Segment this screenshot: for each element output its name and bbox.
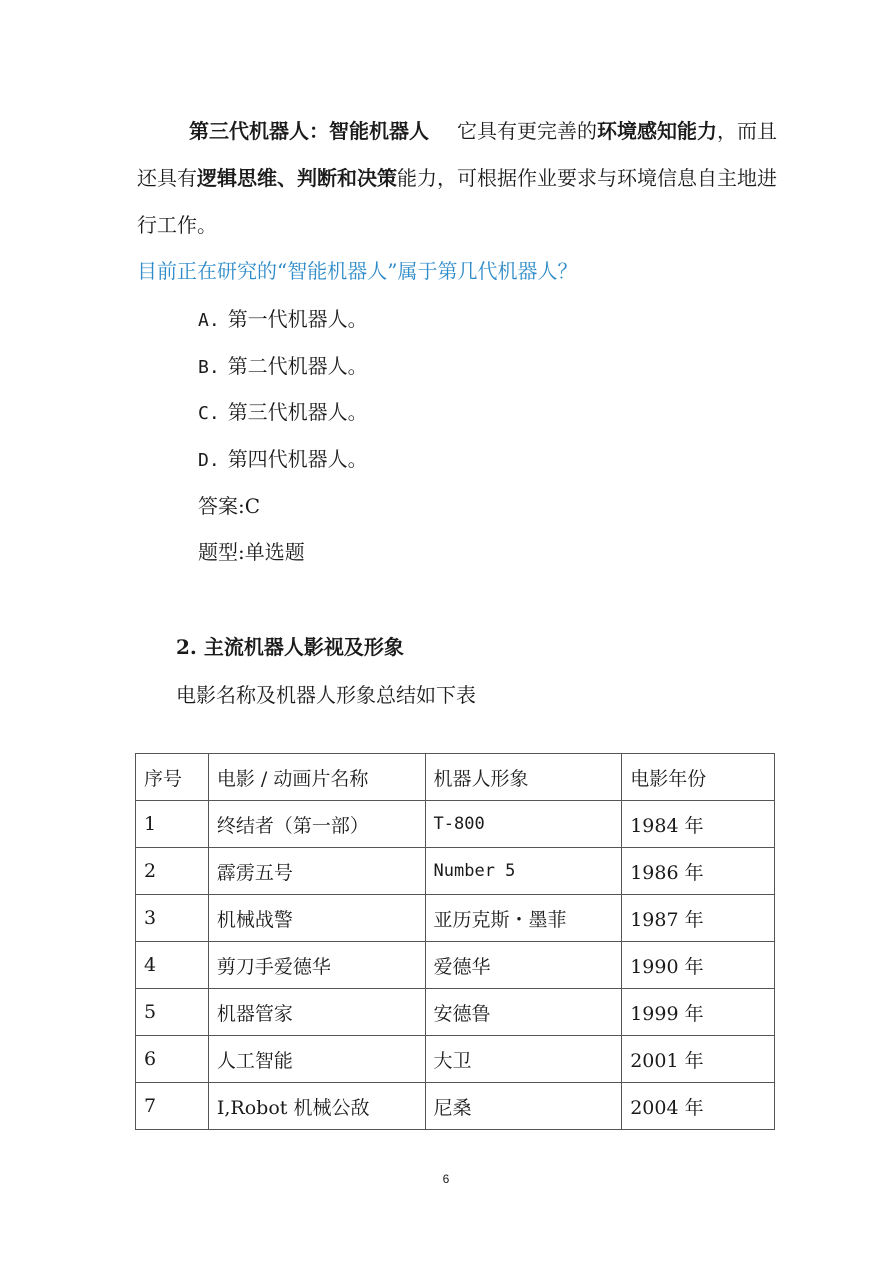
table-row [136,801,775,848]
question-text: 目前正在研究的“智能机器人”属于第几代机器人？ [137,259,578,283]
table-header-row [136,754,775,801]
cell-year: 1990 年 [622,942,775,989]
cell-index: 5 [136,989,209,1036]
option-c [198,394,368,432]
option-text: 第四代机器人。 [227,447,368,471]
paragraph-bold-1: 环境感知能力 [597,119,717,143]
header-robot: 机器人形象 [425,754,622,801]
paragraph-bold-2: 逻辑思维、判断和决策 [197,166,397,190]
paragraph-text-3: 能力，可根据作业要求与环境信息自主地进行工作。 [137,166,777,237]
option-letter: D. [198,450,220,471]
option-text: 第二代机器人。 [227,354,368,378]
cell-year: 1987 年 [622,895,775,942]
cell-index: 4 [136,942,209,989]
paragraph-text-2: ，而且还具有 [137,119,777,190]
section-title: 2. 主流机器人影视及形象 [176,635,404,659]
cell-film: 剪刀手爱德华 [208,942,425,989]
cell-film: 终结者（第一部） [208,801,425,848]
option-b [198,348,368,386]
option-text: 第一代机器人。 [227,307,368,331]
table-row [136,1083,775,1130]
header-year: 电影年份 [622,754,775,801]
table-row [136,989,775,1036]
cell-robot: Number 5 [425,848,622,895]
option-a [198,301,368,339]
paragraph-heading: 第三代机器人：智能机器人 [189,119,429,143]
cell-year: 1984 年 [622,801,775,848]
header-film-name: 电影 / 动画片名称 [208,754,425,801]
robot-generation-paragraph [137,108,777,249]
cell-robot: T-800 [425,801,622,848]
cell-film: 机器管家 [208,989,425,1036]
cell-index: 6 [136,1036,209,1083]
cell-index: 1 [136,801,209,848]
table-row [136,895,775,942]
cell-index: 3 [136,895,209,942]
question-type-line: 题型:单选题 [198,540,305,564]
option-letter: C. [198,403,220,424]
cell-year: 2004 年 [622,1083,775,1130]
table-row [136,1036,775,1083]
robot-film-table [135,753,775,1130]
cell-robot: 大卫 [425,1036,622,1083]
option-d [198,441,368,479]
cell-robot: 爱德华 [425,942,622,989]
cell-robot: 安德鲁 [425,989,622,1036]
cell-index: 2 [136,848,209,895]
option-text: 第三代机器人。 [227,400,368,424]
option-letter: A. [198,310,220,331]
cell-index: 7 [136,1083,209,1130]
option-letter: B. [198,357,220,378]
cell-robot: 亚历克斯・墨菲 [425,895,622,942]
cell-robot: 尼桑 [425,1083,622,1130]
paragraph-text-1: 它具有更完善的 [457,119,597,143]
page-number: 6 [442,1172,450,1186]
cell-film: 霹雳五号 [208,848,425,895]
section-intro: 电影名称及机器人形象总结如下表 [176,683,476,707]
answer-line: 答案:C [198,494,261,518]
cell-year: 2001 年 [622,1036,775,1083]
cell-year: 1986 年 [622,848,775,895]
cell-year: 1999 年 [622,989,775,1036]
table-row [136,848,775,895]
cell-film: I,Robot 机械公敌 [208,1083,425,1130]
cell-film: 机械战警 [208,895,425,942]
header-index: 序号 [136,754,209,801]
table-row [136,942,775,989]
cell-film: 人工智能 [208,1036,425,1083]
